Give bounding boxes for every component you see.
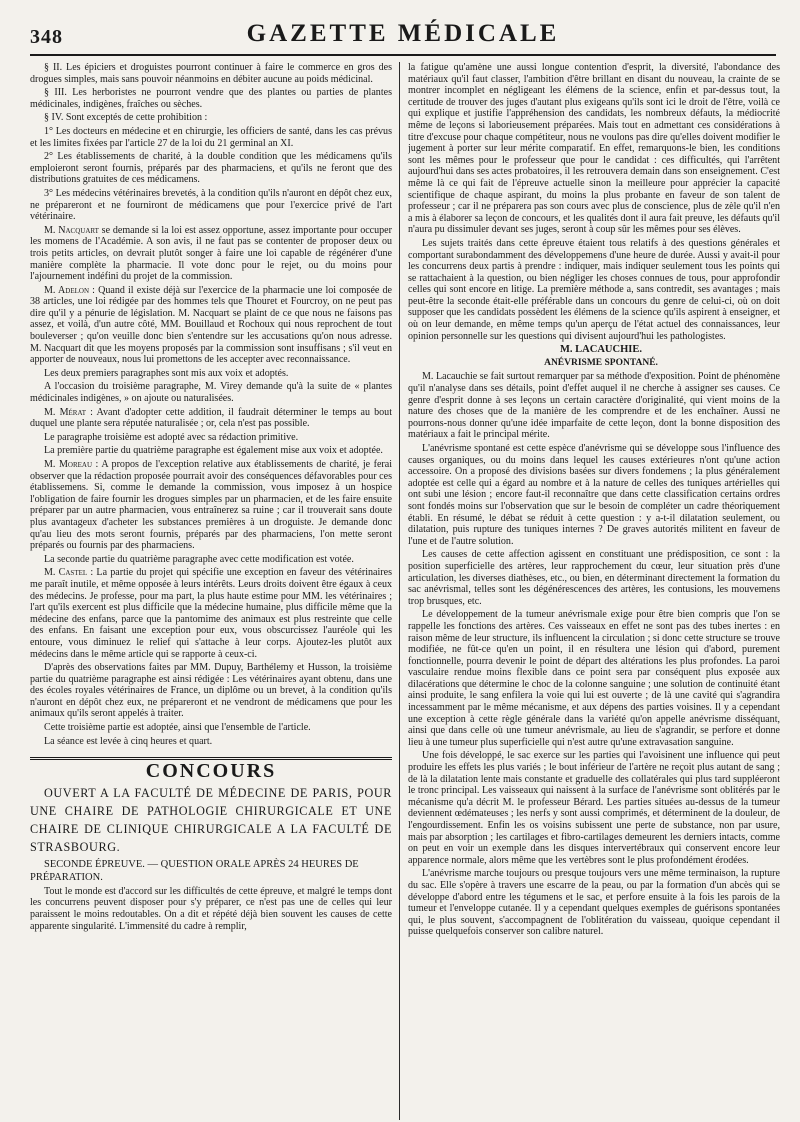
epreuve-heading: SECONDE ÉPREUVE. — QUESTION ORALE APRÈS 24 HEURES DE PRÉPARATION. <box>30 858 359 883</box>
paragraph: Le développement de la tumeur anévrismale exige pour être bien compris que l'on se rappelle les fonctions des artères. Ces vaisseaux en effet ne sont pas des tubes inertes : en raison même de leur structure, ils influencent la circulation ; si donc cette structure se trouve modifiée, ne fût-ce qu'en un point, il en résultera une lésion qui d'abord, purement fonctionnelle, pourra devenir le point de départ des altérations les plus profondes. La paroi vasculaire rendue moins flexible dans ce point sera par conséquent plus exposée aux dilacérations que détermine le choc de la colonne sanguine ; une solution de continuité étant ainsi produite, le sang enfilera la voie qui lui est ouverte ; de là une cavité qui s'agrandira incessamment par le même mécanisme, et aux dépens des parties voisines. Il y a cependant une exception à cette règle générale dans la variété qu'on appelle anévrisme disséquant, ainsi que dans celle où une tumeur anévrismale, au lieu de s'agrandir, se perfore et donne lieu à une tumeur plus superficielle qui n'est autre qu'une extravasation sanguine. <box>408 609 780 748</box>
page-header <box>30 12 776 48</box>
paragraph: Les deux premiers paragraphes sont mis aux voix et adoptés. <box>44 367 289 379</box>
speaker-name: M. Mérat <box>44 406 87 418</box>
paragraph: Les sujets traités dans cette épreuve étaient tous relatifs à des questions générales et comportant surabondamment des développemens d'une heure de durée. Aussi y avait-il pour les concurrens deux partis à prendre : indiquer, mais indiquer seulement tous les points qui se rattachaient à la question, ou bien négliger les choses connues de tous, pour approfondir celles qui sont encore en litige. La première méthode a, sans contredit, ses avantages ; mais peut-être la seconde était-elle préférable dans un concours du genre de celui-ci, où on doit supposer que les candidats possèdent les élémens de la science qu'ils aspirent à enseigner, et où on leur demande, en même temps qu'un aperçu de l'état actuel des connaissances, leur opinion personnelle sur les questions qui divisent aujourd'hui les pathologistes. <box>408 237 780 342</box>
speech-text: : Quand il existe déjà sur l'exercice de la pharmacie une loi composée de 38 articles, une loi rédigée par des hommes tels que Thouret et Fourcroy, on ne peut pas dire qu'il y a pénurie de législation. M. Nacquart se plaint de ce que nous ne faisons pas assez, et voilà, d'un autre côté, MM. Bouillaud et Rochoux qui nous reprochent de tout bouleverser ; qu'on veuille donc bien s'entendre sur les accusations qu'on nous adresse. M. Nacquart dit que les moyens proposés par la commission sont insuffisans ; s'il veut en apporter de nouveaux, nous lui promettons de les accepter avec reconnaissance. <box>30 284 392 366</box>
paragraph: L'anévrisme spontané est cette espèce d'anévrisme qui se développe sous l'influence des causes organiques, ou du moins dans lequel les causes extérieures n'ont qu'une action accessoire. On a proposé des divisions basées sur divers fondemens ; la plus généralement adoptée est celle qui a égard au nombre et à la nature de celles des tuniques artérielles qui ont subi une lésion ; encore faut-il reconnaître que dans cette classification certains ordres sont fondés moins sur l'observation que sur le besoin de compléter un cadre théoriquement établi. En résumé, le débat se réduit à cette question : y a-t-il dilatation seulement, ou dilatation, puis rupture des tuniques internes ? De graves autorités militent en faveur de l'une et de l'autre solution. <box>408 443 780 547</box>
section-heading: M. LACAUCHIE. <box>560 344 642 356</box>
paragraph: Tout le monde est d'accord sur les difficultés de cette épreuve, et malgré le temps dont les concurrens peuvent disposer pour s'y préparer, ce n'est pas une de celles qui leur paraissent le moins redoutables. On a dit et répété déjà bien souvent les causes de cette apparente singularité. L'immensité du cadre à remplir, <box>30 885 392 932</box>
paragraph: la fatigue qu'amène une aussi longue contention d'esprit, la diversité, l'abondance des matériaux qu'il faut classer, l'ambition d'être brillant en disant du nouveau, la crainte de se montrer incomplet en négligeant les élémens de la science, enfin et par-dessus tout, la certitude de trouver des juges d'autant plus exigeans qu'ils sont ici le droit de l'être, voilà ce qui explique et justifie l'appréhension des candidats, les nombreux défauts, la médiocrité même de leçons si laborieusement préparées. Mais tout en admettant ces considérations à titre d'excuse pour chaque compétiteur, nous ne voulons pas dire qu'elles doivent modifier le jugement à porter sur leur mérite comparatif. En effet, remarquons-le bien, les conditions sont les mêmes pour le professeur que pour le candidat : ces difficultés, qui l'arrêtent aujourd'hui dans ses actes probatoires, il les retrouvera demain dans son enseignement. C'est même là ce qui fait de l'épreuve actuelle sinon la meilleure pour apprécier la capacité scientifique de chaque aspirant, du moins la plus probante en faveur de son talent de professeur ; car il ne préparera pas son cours avec plus de conscience, plus de zèle qu'il n'en a mis à élaborer sa leçon de concours, et les qualités dont il aura fait preuve, les défauts qu'il n'aura pu dissimuler devant ses juges, seront à coup sûr les mêmes pour ses élèves. <box>408 62 780 236</box>
paragraph: Le paragraphe troisième est adopté avec sa rédaction primitive. <box>44 431 299 443</box>
header-rule <box>30 54 776 56</box>
paragraph: § IV. Sont exceptés de cette prohibition : <box>44 112 208 124</box>
left-column <box>30 62 392 1120</box>
speaker-name: M. Castel <box>44 567 88 579</box>
speaker-name: M. Adelon <box>44 284 90 296</box>
paragraph: Cette troisième partie est adoptée, ainsi que l'ensemble de l'article. <box>44 722 311 734</box>
page-number: 348 <box>30 26 63 48</box>
paragraph: 2° Les établissements de charité, à la double condition que les médicamens qu'ils emploieront seront fournis, préparés par des pharmaciens, et qu'ils ne feront que des distributions gratuites de ces médicamens. <box>30 151 392 186</box>
speech-text: : Avant d'adopter cette addition, il faudrait déterminer le temps au bout duquel une plante sera réputée naturalisée ; or, cela n'est pas possible. <box>30 406 392 430</box>
concours-subtitle: OUVERT A LA FACULTÉ DE MÉDECINE DE PARIS, POUR UNE CHAIRE DE PATHOLOGIE CHIRURGICALE ET UNE CHAIRE DE CLINIQUE CHIRURGICALE A LA FACULTÉ DE STRASBOURG. <box>30 785 392 854</box>
paragraph: 1° Les docteurs en médecine et en chirurgie, les officiers de santé, dans les cas prévus et les limites fixées par l'article 27 de la loi du 21 germinal an XI. <box>30 125 392 149</box>
speech-text: se demande si la loi est assez opportune, assez importante pour occuper les momens de l'Académie. A son avis, il ne faut pas se contenter de proposer deux ou trois petits articles, on devrait plutôt songer à faire une loi capable de régénérer d'une manière complète la pharmacie. Il vote donc pour le rejet, ou du moins pour l'ajournement indéfini du projet de la commission. <box>30 224 392 283</box>
paragraph: D'après des observations faites par MM. Dupuy, Barthélemy et Husson, la troisième partie du quatrième paragraphe est ainsi rédigée : Les vétérinaires ayant obtenu, dans une des écoles royales vétérinaires de France, un diplôme ou un brevet, à la condition qu'ils n'auront en dépôt chez eux, ne prépareront et ne vendront de médicamens que pour les animaux qu'ils seront appelés à traiter. <box>30 662 392 720</box>
right-column <box>408 62 780 1120</box>
speech-paragraph <box>30 459 392 552</box>
paragraph: § III. Les herboristes ne pourront vendre que des plantes ou parties de plantes médicinales, indigènes, fraîches ou sèches. <box>30 87 392 110</box>
paragraph: Une fois développé, le sac exerce sur les parties qui l'avoisinent une influence qui peut produire les effets les plus variés ; le bout inférieur de l'artère ne reçoit plus autant de sang ; de là la dilatation lente mais constante et graduelle des collatérales qui plus tard suppléeront le tronc principal. Les vaisseaux qui naissent à la surface de l'anévrisme sont oblitérés par le mécanisme qu'a décrit M. le professeur Bérard. Les parties situées au-dessus de la tumeur deviennent œdémateuses ; les nerfs y sont aussi comprimés, et déterminent de la douleur, de l'engourdissement. Enfin les os voisins subissent une perte de substance, non par usure, mais par absorption ; les cartilages et fibro-cartilages demeurent les derniers intacts, comme on peut en voir un exemple dans les disques intervertébraux qui conservent encore leur apparence normale, alors même que les vertèbres sont le plus profondément érodées. <box>408 750 780 866</box>
speech-paragraph <box>30 285 392 366</box>
subsection-heading: ANÉVRISME SPONTANÉ. <box>544 357 658 368</box>
concours-title: CONCOURS <box>145 760 277 783</box>
paragraph: § II. Les épiciers et droguistes pourront continuer à faire le commerce en gros des drogues simples, mais sans pouvoir néanmoins en débiter aucune au poids médicinal. <box>30 62 392 85</box>
speech-paragraph <box>30 407 392 430</box>
paragraph: La seconde partie du quatrième paragraphe avec cette modification est votée. <box>44 553 354 565</box>
speaker-name: M. Nacquart <box>44 224 99 236</box>
speech-text: : A propos de l'exception relative aux établissements de charité, je ferai observer que la rédaction proposée pourrait avoir des conséquences défavorables pour ces établissemens. Si, comme le demande la commission, vous imposez à un hospice l'obligation de faire fournir les drogues simples par un pharmacien, et de les faire ensuite préparer par un autre pharmacien, vous entraînerez sa ruine ; car il trouverait sans doute plus avantageux d'acheter les substances premières à un droguiste. Je demande donc qu'au lieu des mots seront fournis, préparés par des pharmaciens, l'on mette seront préparés ou fournis par des pharmaciens. <box>30 459 392 552</box>
gazette-title: GAZETTE MÉDICALE <box>246 20 560 47</box>
paragraph: La première partie du quatrième paragraphe est également mise aux voix et adoptée. <box>44 445 383 457</box>
speech-paragraph <box>30 225 392 283</box>
paragraph: L'anévrisme marche toujours ou presque toujours vers une même terminaison, la rupture du sac. Elle s'opère à travers une escarre de la peau, ou par la formation d'un abcès qui se développe d'abord entre les tégumens et le sac, et perfore ensuite à la fois les parois de la tumeur et l'enveloppe cutanée. Il y a cependant quelques exemples de guérisons spontanées qui, le plus souvent, s'accompagnent de l'oblitération du vaisseau, quoique cependant il puisse quelquefois conserver son calibre naturel. <box>408 868 780 938</box>
column-divider <box>399 62 400 1120</box>
paragraph: M. Lacauchie se fait surtout remarquer par sa méthode d'exposition. Point de phénomène qu'il n'analyse dans ses détails, point d'effet auquel il ne cherche à assigner ses causes. Ce genre d'esprit donne à ses leçons un certain caractère d'originalité, qui vient moins de la nature des choses que de la manière de les comprendre et de les enchaîner. Aussi ne pourrons-nous donner qu'une idée imparfaite de cette leçon, dont la bonne disposition des matériaux a fait le principal mérite. <box>408 371 780 441</box>
speech-text: : La partie du projet qui spécifie une exception en faveur des vétérinaires me paraît inutile, et même opposée à leurs intérêts. Leurs droits doivent être égaux à ceux des médecins. Je professe, pour ma part, la plus haute estime pour MM. les vétérinaires ; l'art qu'ils exercent est plus difficile que la médecine humaine, plus difficile même que la médecine des enfans, parce que la pantomime des animaux est plus restreinte que celle des enfans. En faisant une exception pour eux, vous obscurcissez l'auréole qui les entoure, vous diminuez le relief qui s'attache à leur corps. Ajoutez-les plutôt aux médecins dans le même article qui se rapporte à ceux-ci. <box>30 567 392 660</box>
speaker-name: M. Moreau <box>44 459 93 470</box>
speech-paragraph <box>30 567 392 660</box>
paragraph: Les causes de cette affection agissent en constituant une prédisposition, ce sont : la position superficielle des artères, leur rapprochement du cœur, leur situation près d'une articulation, les diverses diathèses, etc., ou bien, en déterminant directement la formation du sac anévrismal, telles sont les dégénérescences des artères, les contusions, les mouvemens trop brusques, etc. <box>408 549 780 607</box>
paragraph: 3° Les médecins vétérinaires brevetés, à la condition qu'ils n'auront en dépôt chez eux, ne prépareront et ne fourniront de médicamens que pour l'exercice privé de l'art vétérinaire. <box>30 187 392 223</box>
paragraph: La séance est levée à cinq heures et quart. <box>44 735 213 747</box>
columns <box>30 62 780 1122</box>
paragraph: A l'occasion du troisième paragraphe, M. Virey demande qu'à la suite de « plantes médicinales indigènes, » on ajoute ou naturalisées. <box>30 381 392 405</box>
